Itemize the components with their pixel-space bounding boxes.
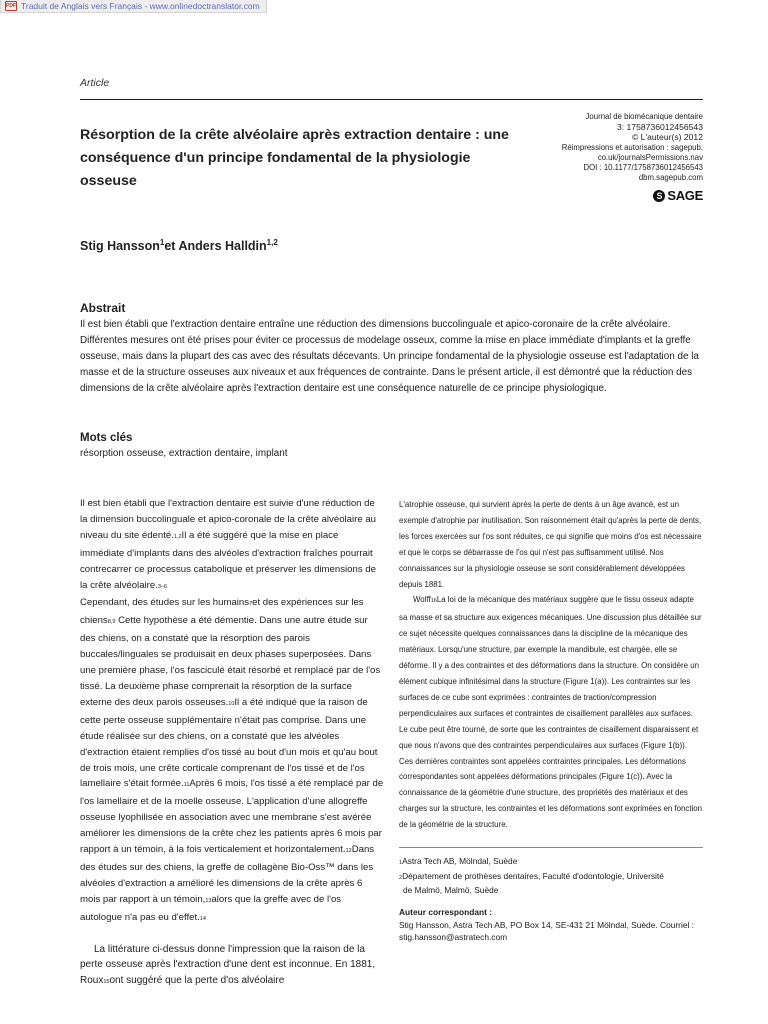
body-left-column bbox=[80, 496, 384, 990]
corresponding-address: Stig Hansson, Astra Tech AB, PO Box 14, SE-431 21 Mölndal, Suède. Courriel : bbox=[399, 919, 694, 930]
author-list bbox=[80, 238, 278, 253]
citation-ref: 7 bbox=[249, 601, 253, 608]
header-rule bbox=[80, 99, 703, 100]
author-affiliation-mark: 1 bbox=[159, 238, 165, 247]
body-paragraph: L'atrophie osseuse, qui survient après la perte de dents à un âge avancé, est un exemple d'atrophie par inutilisation. Son raisonnement était qu'après la perte de dents, les forces exercées sur l'os sont réduites, ce qui signifie que moins d'os est nécessaire et que le corps se débarrasse de l'os qui n'est pas suffisamment utilisé. Nos connaissances sur la physiologie osseuse se sont considérablement développées depuis 1881. bbox=[399, 500, 702, 589]
translation-banner[interactable] bbox=[0, 0, 267, 13]
citation-ref: 11 bbox=[183, 782, 190, 789]
affiliation-number: 1 bbox=[399, 860, 403, 866]
body-text: Après 6 mois, l'os tissé a été remplacé par de l'os lamellaire et de la moelle osseuse. L'application d'une allogreffe osseuse lyophilisée en association avec une membrane s'est avérée améliorer les dimensions de la crête chez les patients après 6 mois par rapport à un témoin, à la fois verticalement et horizontalement. bbox=[80, 778, 384, 856]
affiliation-text: Département de prothèses dentaires, Faculté d'odontologie, Université bbox=[402, 870, 664, 881]
body-text: alors que la greffe avec de l'os autologue n'a pas eu d'effet. bbox=[80, 893, 342, 923]
affiliation-rule bbox=[399, 847, 703, 848]
citation-ref: 14 bbox=[199, 915, 206, 922]
author-name: et Anders Halldin bbox=[164, 239, 267, 254]
journal-permissions-url[interactable]: co.uk/journalsPermissions.nav bbox=[597, 152, 703, 162]
citation-ref: 16 bbox=[430, 598, 437, 605]
citation-ref: 10 bbox=[228, 700, 235, 707]
body-right-column bbox=[399, 497, 703, 833]
body-paragraph bbox=[80, 496, 384, 595]
journal-copyright: © L'auteur(s) 2012 bbox=[631, 132, 703, 143]
journal-doi[interactable]: DOI : 10.1177/1758736012456543 bbox=[583, 163, 703, 173]
affiliation-number: 2 bbox=[399, 874, 403, 881]
body-text: Cette hypothèse a été démentie. Dans une autre étude sur des chiens, on a constaté que la résorption des parois buccales/linguales se produisait en deux phases superposées. Dans une première phase, l'os fasciculé était résorbé et remplacé par de l'os tissé. La deuxième phase comprenait la résorption de la surface externe des deux parois osseuses. bbox=[80, 615, 381, 708]
article-type-label: Article bbox=[80, 77, 110, 89]
corresponding-email[interactable]: stig.hansson@astratech.com bbox=[399, 932, 508, 942]
affiliation-continuation: de Malmö, Malmö, Suède bbox=[403, 885, 499, 895]
body-text: Wolff bbox=[413, 595, 431, 605]
affiliation-item bbox=[399, 870, 703, 885]
body-paragraph bbox=[399, 592, 703, 833]
sage-logo bbox=[653, 188, 703, 203]
citation-ref: 13 bbox=[205, 897, 212, 904]
author-affiliation-mark: 1,2 bbox=[266, 238, 278, 247]
body-paragraph bbox=[80, 942, 384, 991]
journal-permissions: Réimpressions et autorisation : sagepub. bbox=[561, 142, 703, 152]
body-text: La loi de la mécanique des matériaux suggère que le tissu osseux adapte sa masse et sa structure aux exigences mécaniques. Une discussion plus détaillée sur ce sujet nécessite quelques connaissances dans la discipline de la mécanique des matériaux. Lorsqu'une structure, par exemple la mandibule, est chargée, elle se déforme. Il y a des contraintes et des déformations dans la structure. On considère un élément cubique infinitésimal dans la structure (Figure 1(a)). Les contraintes sur les surfaces de ce cube sont exprimées : contraintes de traction/compression perpendiculaires aux surfaces et contraintes de cisaillement parallèles aux surfaces. Le cube peut être tourné, de sorte que les contraintes de cisaillement disparaissent et que nous n'avons que des contraintes perpendiculaires aux surfaces (Figure 1(b)). Ces dernières contraintes sont appelées contraintes principales. Les déformations correspondantes sont appelées déformations principales (Figure 1(c)). Avec la connaissance de la géométrie d'une structure, des propriétés des matériaux et des charges sur la structure, les contraintes et les déformations sont exprimées en fonction de la géométrie de la structure. bbox=[399, 595, 703, 830]
citation-ref: 3–6 bbox=[157, 583, 168, 590]
body-text: Dans des études sur des chiens, la greffe de collagène Bio-Oss™ dans les alvéoles d'extraction a amélioré les dimensions de la crête après 6 mois par rapport à un témoin, bbox=[80, 844, 375, 905]
citation-ref: 15 bbox=[103, 978, 110, 985]
banner-text[interactable]: Traduit de Anglais vers Français - www.onlinedoctranslator.com bbox=[21, 1, 260, 11]
body-paragraph bbox=[80, 595, 384, 927]
body-text: Il a été indiqué que la raison de cette perte osseuse supplémentaire n'était pas comprise. Dans une étude réalisée sur des chiens, on a constaté que les alvéoles d'extraction étaient remplies d'os tissé au bout d'un mois et qu'au bout de trois mois, une crête corticale comprenant de l'os tissé et de l'os lamellaire s'était formée. bbox=[80, 696, 378, 790]
body-text: Il est bien établi que l'extraction dentaire est suivie d'une réduction de la dimension buccolinguale et apico-coronale de la crête alvéolaire au niveau du site édenté. bbox=[80, 498, 376, 541]
article-title: Résorption de la crête alvéolaire après extraction dentaire : une conséquence d'un principe fondamental de la physiologie osseuse bbox=[80, 127, 509, 189]
citation-ref: 12 bbox=[345, 848, 352, 855]
journal-name: Journal de biomécanique dentaire bbox=[585, 112, 703, 121]
abstract-heading: Abstrait bbox=[80, 301, 126, 315]
citation-ref: 8,9 bbox=[107, 619, 116, 626]
corresponding-author bbox=[399, 906, 703, 944]
affiliations bbox=[399, 855, 703, 897]
body-text: Il a été suggéré que la mise en place immédiate d'implants dans des alvéoles d'extraction fraîches pourrait contrecarrer ce processus catabolique et préserver les dimensions de la crête alvéolaire. bbox=[80, 529, 376, 591]
affiliation-text: Astra Tech AB, Mölndal, Suède bbox=[402, 856, 518, 866]
sage-mark-icon: S bbox=[653, 190, 665, 202]
citation-ref: 1,2 bbox=[173, 533, 182, 540]
abstract-body: Il est bien établi que l'extraction dentaire entraîne une réduction des dimensions buccolinguale et apico-coronaire de la crête alvéolaire. Différentes mesures ont été prises pour éviter ce processus de modelage osseux, comme la mise en place immédiate d'implants et la greffe osseuse, mais dans la plupart des cas avec des résultats décevants. Un principe fondamental de la physiologie osseuse est l'adaptation de la masse et de la structure osseuses aux niveaux et aux fréquences de contrainte. Dans le présent article, il est démontré que la réduction des dimensions de la crête alvéolaire après l'extraction dentaire est une conséquence naturelle de ce principe physiologique. bbox=[80, 319, 699, 394]
body-text: ont suggéré que la perte d'os alvéolaire bbox=[109, 974, 285, 986]
keywords-body: résorption osseuse, extraction dentaire, implant bbox=[80, 448, 288, 459]
keywords-heading: Mots clés bbox=[80, 432, 133, 444]
author-name: Stig Hansson bbox=[80, 239, 160, 254]
journal-volume: 3: 1758736012456543 bbox=[616, 122, 703, 133]
sage-wordmark: SAGE bbox=[667, 188, 703, 203]
pdf-icon: PDF bbox=[6, 3, 16, 9]
affiliation-item bbox=[399, 855, 703, 870]
body-text: et des expériences sur les chiens bbox=[80, 597, 364, 627]
body-text: La littérature ci-dessus donne l'impression que la raison de la perte osseuse après l'extraction d'une dent est inconnue. En 1881, Roux bbox=[80, 943, 376, 986]
journal-site[interactable]: dbm.sagepub.com bbox=[638, 173, 703, 183]
corresponding-heading: Auteur correspondant : bbox=[399, 907, 493, 917]
body-text: Cependant, des études sur les humains bbox=[80, 597, 250, 609]
